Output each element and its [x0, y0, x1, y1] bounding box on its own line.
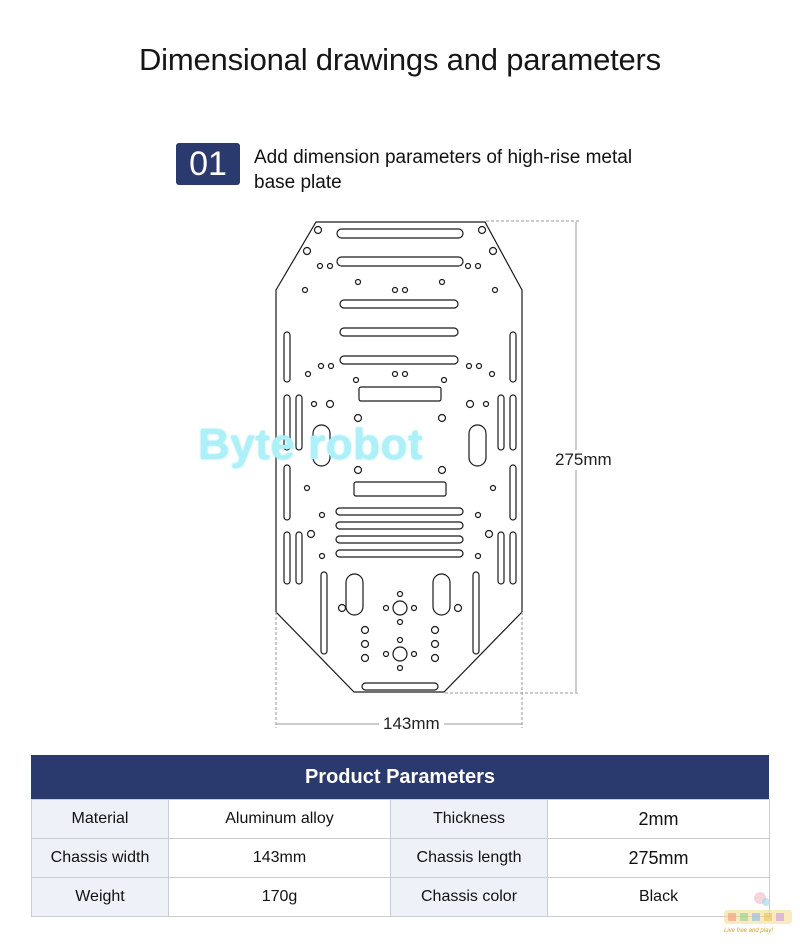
oval-slot — [469, 425, 486, 466]
param-value: 275mm — [548, 839, 770, 878]
table-row — [32, 839, 770, 878]
side-slot — [284, 532, 290, 584]
slot — [336, 536, 463, 543]
slot — [340, 300, 458, 308]
slot — [340, 328, 458, 336]
param-label: Chassis length — [391, 839, 548, 878]
param-label: Thickness — [391, 800, 548, 839]
param-label: Material — [32, 800, 169, 839]
table-row — [32, 800, 770, 839]
motor-mount — [384, 638, 417, 671]
side-slot — [510, 465, 516, 520]
motor-mount — [384, 592, 417, 625]
param-label: Weight — [32, 878, 169, 917]
window-slot — [354, 482, 446, 496]
parameters-header: Product Parameters — [31, 755, 769, 799]
window-slot — [359, 387, 441, 401]
side-slot — [321, 572, 327, 654]
side-slot — [498, 532, 504, 584]
width-dimension-label: 143mm — [379, 714, 444, 734]
side-slot — [284, 332, 290, 382]
height-dimension-label: 275mm — [555, 450, 612, 469]
slot — [336, 508, 463, 515]
slot — [337, 229, 463, 238]
param-value: 143mm — [169, 839, 391, 878]
watermark: Byte robot — [198, 420, 423, 469]
product-parameters-table — [31, 755, 769, 917]
slot — [337, 257, 463, 266]
side-slot — [284, 465, 290, 520]
side-slot — [296, 532, 302, 584]
slot — [336, 522, 463, 529]
side-slot — [510, 395, 516, 450]
section-number-badge: 01 — [176, 143, 240, 185]
slot — [362, 683, 438, 690]
side-slot — [473, 572, 479, 654]
side-slot — [510, 532, 516, 584]
slot — [340, 356, 458, 364]
param-value: 2mm — [548, 800, 770, 839]
page-title: Dimensional drawings and parameters — [139, 42, 661, 77]
oval-slot — [346, 574, 363, 615]
section-title: Add dimension parameters of high-rise metal base plate — [254, 147, 633, 193]
param-value: Aluminum alloy — [169, 800, 391, 839]
param-value: 170g — [169, 878, 391, 917]
param-label: Chassis width — [32, 839, 169, 878]
param-label: Chassis color — [391, 878, 548, 917]
slot — [336, 550, 463, 557]
side-slot — [498, 395, 504, 450]
side-slot — [510, 332, 516, 382]
oval-slot — [433, 574, 450, 615]
table-row — [32, 878, 770, 917]
logo-tagline: Live free and play! — [724, 928, 774, 934]
param-value: Black — [548, 878, 770, 917]
